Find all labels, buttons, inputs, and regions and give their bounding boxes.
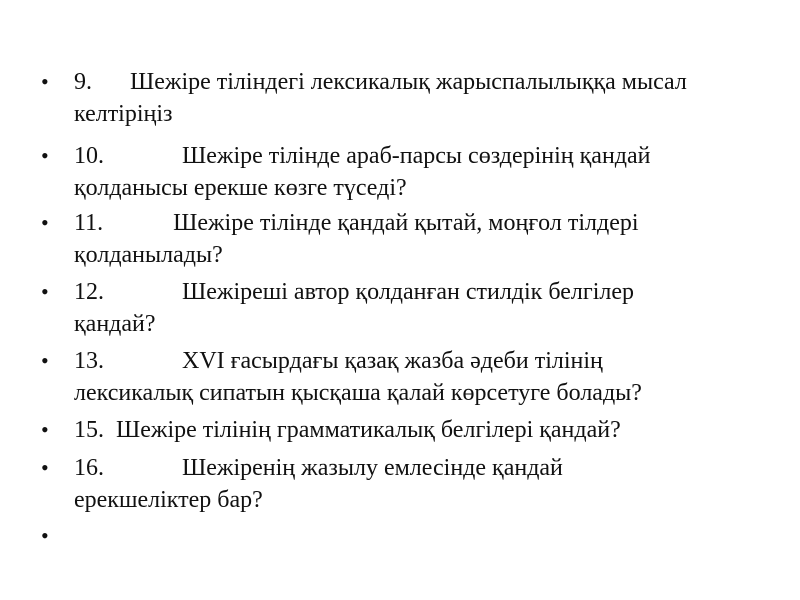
question-number: 13. [74,348,104,374]
question-line-2: қолданылады? [74,242,223,268]
question-text: Шежіренің жазылу емлесінде қандай [182,455,563,481]
question-line-1 [74,345,603,377]
question-number: 15. [74,417,104,443]
question-number: 11. [74,210,104,236]
question-line-1 [74,276,634,308]
question-text: Шежіре тілінде араб-парсы сөздерінің қандай [182,143,651,169]
question-number: 16. [74,455,104,481]
question-text: Шежіре тілінің грамматикалық белгілері қандай? [116,417,621,443]
bullet-icon: • [41,143,49,168]
bullet-icon: • [41,69,49,94]
question-line-1 [74,66,687,98]
question-text: Шежіреші автор қолданған стилдік белгілер [182,279,635,305]
question-line-1 [74,207,639,239]
bullet-icon: • [41,279,49,304]
bullet-icon: • [41,523,49,548]
question-line-2: ерекшеліктер бар? [74,487,263,513]
question-line-2: қолданысы ерекше көзге түседі? [74,175,407,201]
question-line-1 [74,140,651,172]
bullet-icon: • [41,210,49,235]
question-line-2: лексикалық сипатын қысқаша қалай көрсетуге болады? [74,380,642,406]
question-number: 9. [74,69,92,95]
bullet-icon: • [41,348,49,373]
bullet-icon: • [41,417,49,442]
question-text: Шежіре тілінде қандай қытай, моңғол тілдері [173,210,639,236]
question-line-2: қандай? [74,311,156,337]
question-text: Шежіре тіліндегі лексикалық жарыспалылыққа мысал [130,69,687,95]
question-number: 12. [74,279,104,305]
question-line-1 [74,452,563,484]
bullet-icon: • [41,455,49,480]
question-number: 10. [74,143,104,169]
question-line-1 [74,414,621,446]
question-line-2: келтіріңіз [74,101,173,127]
question-text: XVI ғасырдағы қазақ жазба әдеби тілінің [182,348,603,374]
